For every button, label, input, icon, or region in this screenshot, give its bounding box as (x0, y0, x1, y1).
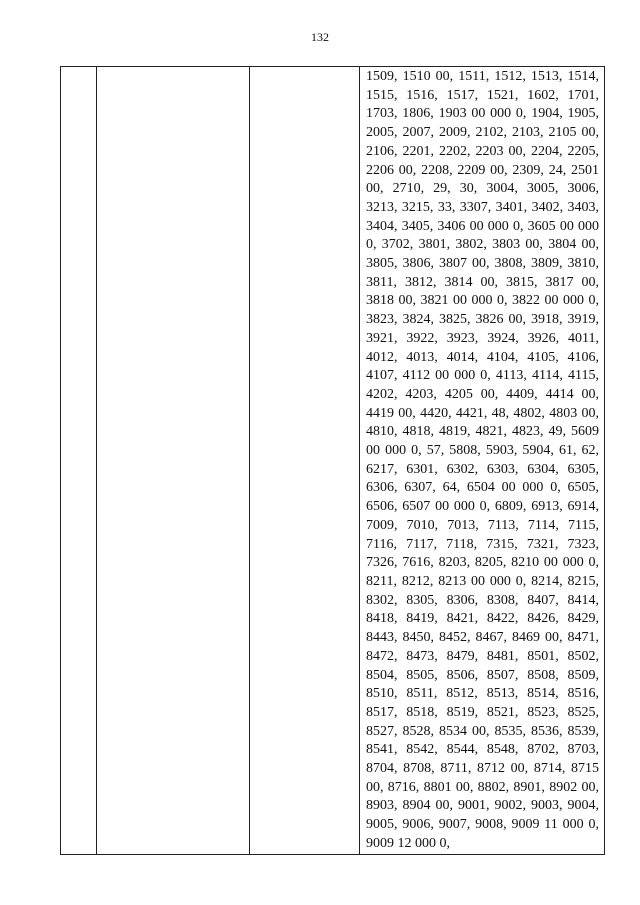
table-cell-col3 (250, 67, 360, 855)
table-cell-codes (360, 67, 605, 855)
customs-codes-list: 1509, 1510 00, 1511, 1512, 1513, 1514, 1515, 1516, 1517, 1521, 1602, 1701, 1703, 1806, 1903 00 000 0, 1904, 1905, 2005, 2007, 2009, 2102, 2103, 2105 00, 2106, 2201, 2202, 2203 00, 2204, 2205, 2206 00, 2208, 2209 00, 2309, 24, 2501 00, 2710, 29, 30, 3004, 3005, 3006, 3213, 3215, 33, 3307, 3401, 3402, 3403, 3404, 3405, 3406 00 000 0, 3605 00 000 0, 3702, 3801, 3802, 3803 00, 3804 00, 3805, 3806, 3807 00, 3808, 3809, 3810, 3811, 3812, 3814 00, 3815, 3817 00, 3818 00, 3821 00 000 0, 3822 00 000 0, 3823, 3824, 3825, 3826 00, 3918, 3919, 3921, 3922, 3923, 3924, 3926, 4011, 4012, 4013, 4014, 4104, 4105, 4106, 4107, 4112 00 000 0, 4113, 4114, 4115, 4202, 4203, 4205 00, 4409, 4414 00, 4419 00, 4420, 4421, 48, 4802, 4803 00, 4810, 4818, 4819, 4821, 4823, 49, 5609 00 000 0, 57, 5808, 5903, 5904, 61, 62, 6217, 6301, 6302, 6303, 6304, 6305, 6306, 6307, 64, 6504 00 000 0, 6505, 6506, 6507 00 000 0, 6809, 6913, 6914, 7009, 7010, 7013, 7113, 7114, 7115, 7116, 7117, 7118, 7315, 7321, 7323, 7326, 7616, 8203, 8205, 8210 00 000 0, 8211, 8212, 8213 00 000 0, 8214, 8215, 8302, 8305, 8306, 8308, 8407, 8414, 8418, 8419, 8421, 8422, 8426, 8429, 8443, 8450, 8452, 8467, 8469 00, 8471, 8472, 8473, 8479, 8481, 8501, 8502, 8504, 8505, 8506, 8507, 8508, 8509, 8510, 8511, 8512, 8513, 8514, 8516, 8517, 8518, 8519, 8521, 8523, 8525, 8527, 8528, 8534 00, 8535, 8536, 8539, 8541, 8542, 8544, 8548, 8702, 8703, 8704, 8708, 8711, 8712 00, 8714, 8715 00, 8716, 8801 00, 8802, 8901, 8902 00, 8903, 8904 00, 9001, 9002, 9003, 9004, 9005, 9006, 9007, 9008, 9009 11 000 0, 9009 12 000 0, (366, 69, 599, 851)
table-cell-col1 (61, 67, 97, 855)
table-cell-col2 (97, 67, 250, 855)
table-row (61, 67, 605, 855)
page-number: 132 (311, 30, 329, 44)
codes-table (60, 66, 605, 855)
